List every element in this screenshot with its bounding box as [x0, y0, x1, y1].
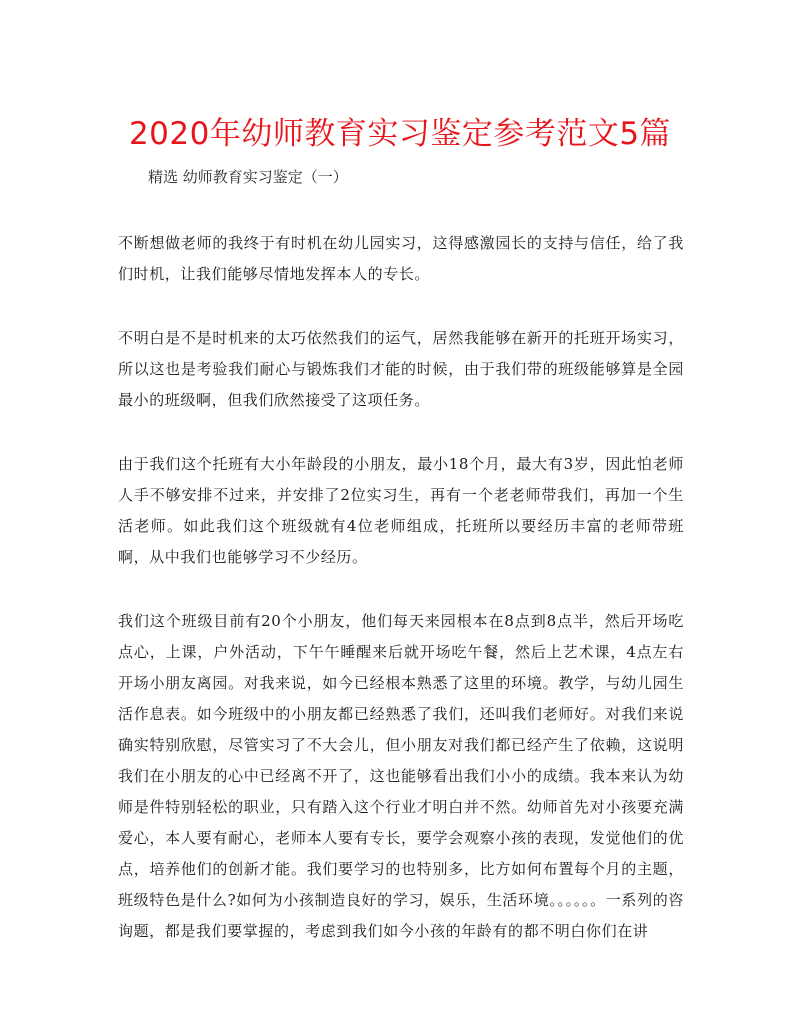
- paragraph: 由于我们这个托班有大小年龄段的小朋友，最小18个月，最大有3岁，因此怕老师人手不够安排不过来，并安排了2位实习生，再有一个老老师带我们，再加一个生活老师。如此我们这个班级就有4位老师组成，托班所以要经历丰富的老师带班啊，从中我们也能够学习不少经历。: [118, 455, 684, 566]
- paragraph: 不明白是不是时机来的太巧依然我们的运气，居然我能够在新开的托班开场实习，所以这也是考验我们耐心与锻炼我们才能的时候，由于我们带的班级能够算是全园最小的班级啊，但我们欣然接受了这项任务。: [118, 329, 684, 409]
- section-subtitle: 精选 幼师教育实习鉴定（一）: [148, 168, 348, 186]
- paragraph: 我们这个班级目前有20个小朋友，他们每天来园根本在8点到8点半，然后开场吃点心，上课，户外活动，下午午睡醒来后就开场吃午餐，然后上艺术课，4点左右开场小朋友离园。对我来说，如今已经根本熟悉了这里的环境。教学，与幼儿园生活作息表。如今班级中的小朋友都已经熟悉了我们，还叫我们老师好。对我们来说确实特别欣慰，尽管实习了不大会儿，但小朋友对我们都已经产生了依赖，这说明我们在小朋友的心中已经离不开了，这也能够看出我们小小的成绩。我本来认为幼师是件特别轻松的职业，只有踏入这个行业才明白并不然。幼师首先对小孩要充满爱心，本人要有耐心，老师本人要有专长，要学会观察小孩的表现，发觉他们的优点，培养他们的创新才能。我们要学习的也特别多，比方如何布置每个月的主题，班级特色是什么?如何为小孩制造良好的学习，娱乐，生活环境。。。。。。一系列的咨询题，都是我们要掌握的，考虑到我们如今小孩的年龄有的都不明白你们在讲: [118, 612, 684, 940]
- document-title: 2020年幼师教育实习鉴定参考范文5篇: [128, 116, 672, 152]
- document-body: [118, 228, 684, 980]
- paragraph: 不断想做老师的我终于有时机在幼儿园实习，这得感激园长的支持与信任，给了我们时机，让我们能够尽情地发挥本人的专长。: [118, 234, 684, 283]
